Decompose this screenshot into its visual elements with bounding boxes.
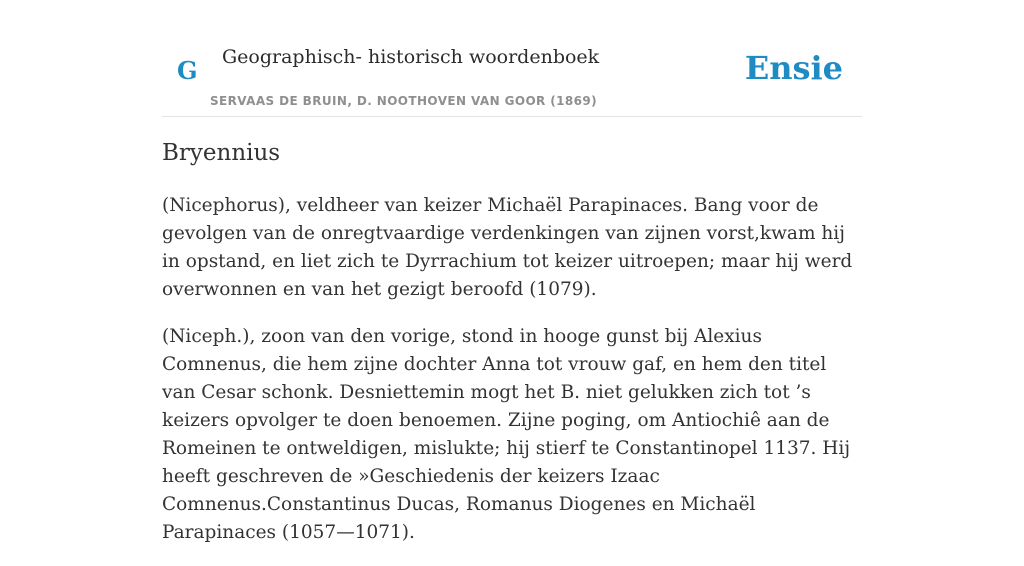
header (162, 0, 862, 117)
ensie-logo[interactable]: Ensie (744, 49, 843, 87)
book-author: SERVAAS DE BRUIN, D. NOOTHOVEN VAN GOOR (1869) (210, 94, 598, 108)
book-logo[interactable]: G (177, 56, 198, 85)
entry-content (162, 192, 864, 566)
entry-paragraph-2: (Niceph.), zoon van den vorige, stond in hooge gunst bij Alexius Comnenus, die hem zijne dochter Anna tot vrouw gaf, en hem den titel van Cesar schonk. Desniettemin mogt het B. niet gelukken zich tot ’s keizers opvolger te doen benoemen. Zijne poging, om Antiochiê aan de Romeinen te ontweldigen, mislukte; hij stierf te Constantinopel 1137. Hij heeft geschreven de »Geschiedenis der keizers Izaac Comnenus.Constantinus Ducas, Romanus Diogenes en Michaël Parapinaces (1057—1071). (162, 326, 851, 543)
entry-title: Bryennius (162, 140, 281, 166)
book-title[interactable]: Geographisch- historisch woordenboek (222, 46, 600, 68)
entry-paragraph-1: (Nicephorus), veldheer van keizer Michaël Parapinaces. Bang voor de gevolgen van de onregtvaardige verdenkingen van zijnen vorst,kwam hij in opstand, en liet zich te Dyrrachium tot keizer uitroepen; maar hij werd overwonnen en van het gezigt beroofd (1079). (162, 195, 853, 300)
